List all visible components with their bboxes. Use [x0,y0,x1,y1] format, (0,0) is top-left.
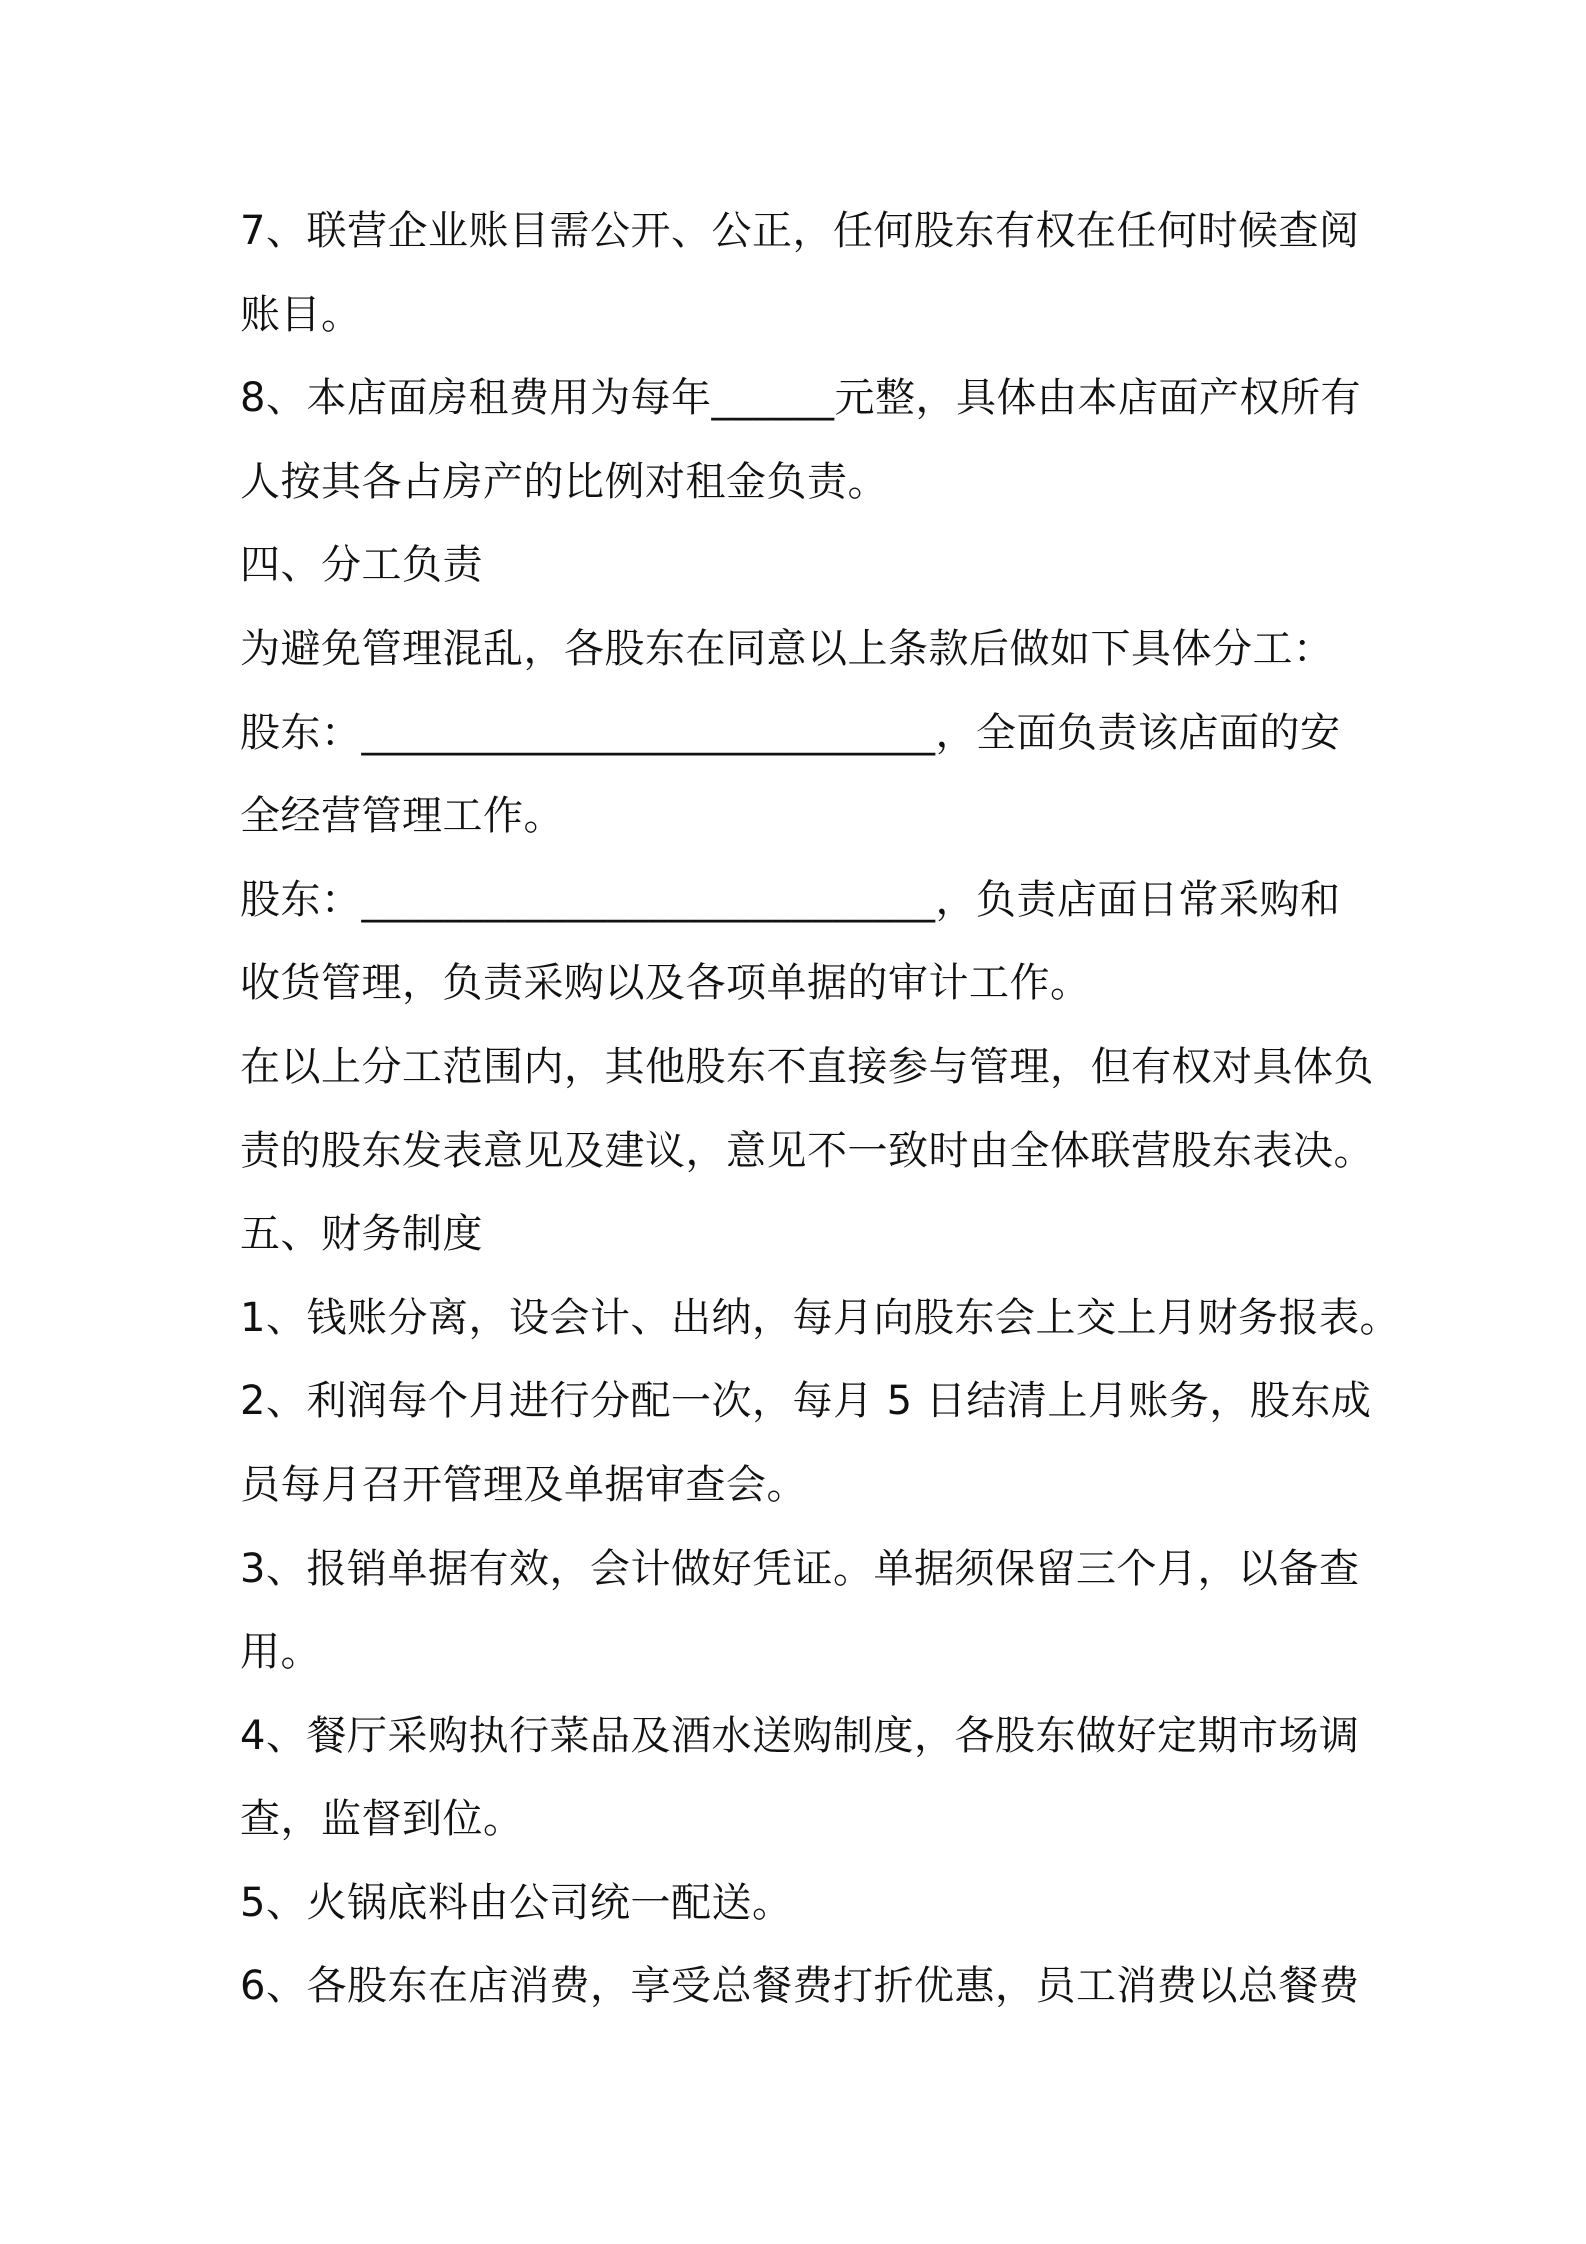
text-line: 股东：____________________________，负责店面日常采购和 [240,876,1341,923]
text-line: 4、餐厅采购执行菜品及酒水送购制度，各股东做好定期市场调 [240,1712,1360,1759]
text-line: 用。 [240,1629,321,1676]
text-line: 3、报销单据有效，会计做好凭证。单据须保留三个月，以备查 [240,1545,1360,1592]
text-line: 查，监督到位。 [240,1796,524,1843]
text-line: 员每月召开管理及单据审查会。 [240,1461,807,1508]
text-line: 为避免管理混乱，各股东在同意以上条款后做如下具体分工： [240,625,1334,672]
text-line: 人按其各占房产的比例对租金负责。 [240,458,888,505]
text-line: 股东：____________________________，全面负责该店面的安 [240,709,1341,756]
document-body [240,190,1400,2029]
text-line: 收货管理，负责采购以及各项单据的审计工作。 [240,960,1091,1007]
text-line: 账目。 [240,291,362,338]
text-line: 7、联营企业账目需公开、公正，任何股东有权在任何时候查阅 [240,208,1360,254]
text-line: 6、各股东在店消费，享受总餐费打折优惠，员工消费以总餐费 [240,1963,1360,2010]
text-line: 责的股东发表意见及建议，意见不一致时由全体联营股东表决。 [240,1127,1374,1174]
section-heading: 五、财务制度 [240,1211,483,1258]
text-line: 2、利润每个月进行分配一次，每月 5 日结清上月账务，股东成 [240,1378,1372,1425]
section-heading: 四、分工负责 [240,542,483,589]
text-line: 全经营管理工作。 [240,793,564,840]
text-line: 5、火锅底料由公司统一配送。 [240,1879,793,1926]
text-line: 8、本店面房租费用为每年______元整，具体由本店面产权所有 [240,375,1361,422]
text-line: 在以上分工范围内，其他股东不直接参与管理，但有权对具体负 [240,1043,1374,1090]
text-line: 1、钱账分离，设会计、出纳，每月向股东会上交上月财务报表。 [240,1294,1400,1341]
